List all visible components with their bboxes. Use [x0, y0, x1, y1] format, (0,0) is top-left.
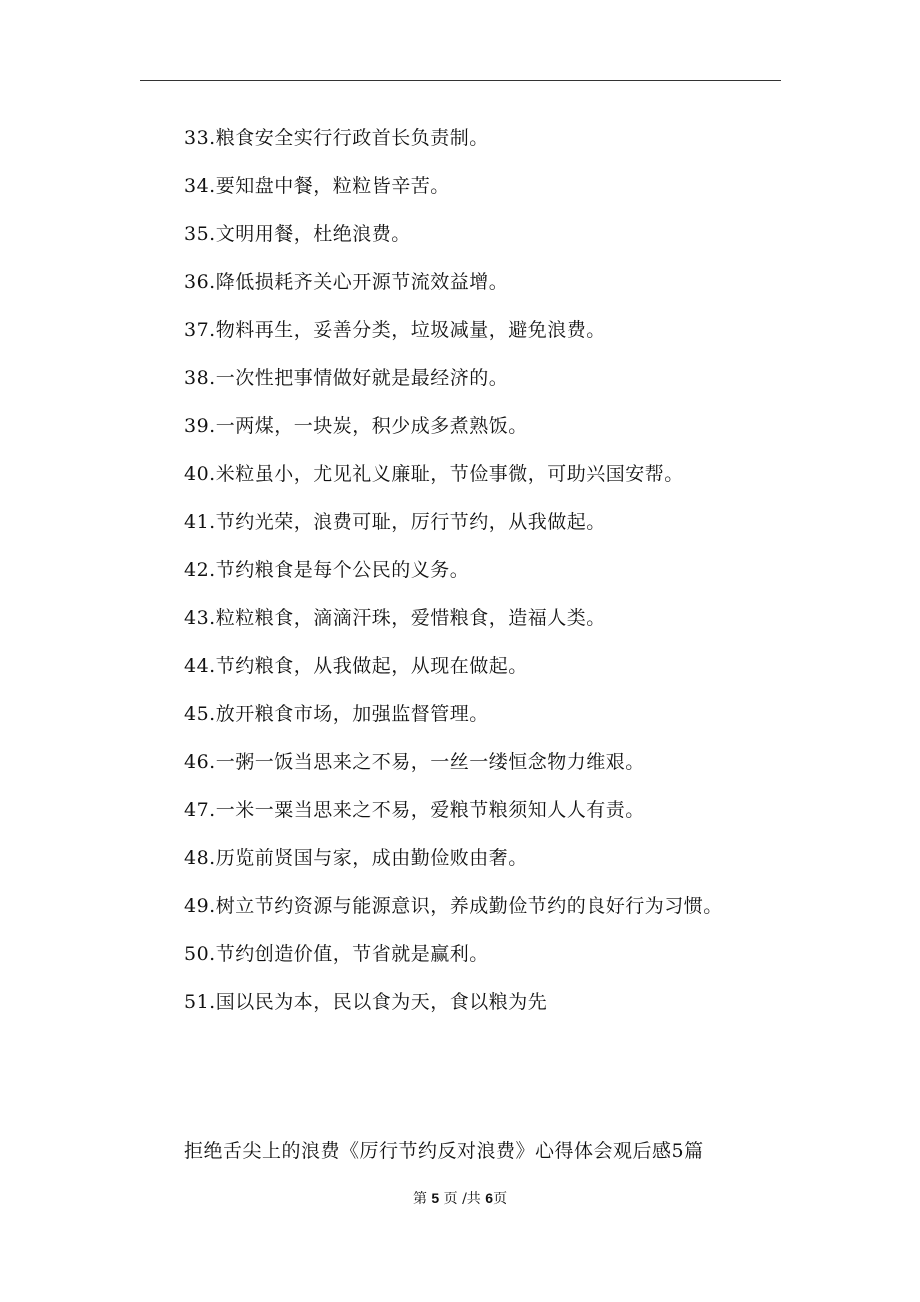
list-item: 46.一粥一饭当思来之不易，一丝一缕恒念物力维艰。	[184, 751, 645, 773]
header-rule	[140, 80, 781, 81]
list-item: 40.米粒虽小，尤见礼义廉耻，节俭事微，可助兴国安帮。	[184, 463, 684, 485]
footer-middle: 页 /共	[443, 1191, 481, 1207]
list-item: 43.粒粒粮食，滴滴汗珠，爱惜粮食，造福人类。	[184, 607, 606, 629]
list-item: 47.一米一粟当思来之不易，爱粮节粮须知人人有责。	[184, 799, 645, 821]
list-item: 35.文明用餐，杜绝浪费。	[184, 223, 411, 245]
next-section-title: 拒绝舌尖上的浪费《厉行节约反对浪费》心得体会观后感5篇	[184, 1140, 704, 1162]
list-item: 51.国以民为本，民以食为天，食以粮为先	[184, 991, 548, 1013]
list-item: 44.节约粮食，从我做起，从现在做起。	[184, 655, 528, 677]
list-item: 37.物料再生，妥善分类，垃圾减量，避免浪费。	[184, 319, 606, 341]
list-item: 39.一两煤，一块炭，积少成多煮熟饭。	[184, 415, 528, 437]
footer-suffix: 页	[493, 1191, 508, 1207]
list-item: 34.要知盘中餐，粒粒皆辛苦。	[184, 175, 450, 197]
list-item: 48.历览前贤国与家，成由勤俭败由奢。	[184, 847, 528, 869]
page-footer	[0, 1186, 920, 1211]
list-item: 41.节约光荣，浪费可耻，厉行节约，从我做起。	[184, 511, 606, 533]
list-item: 42.节约粮食是每个公民的义务。	[184, 559, 470, 581]
list-item: 38.一次性把事情做好就是最经济的。	[184, 367, 509, 389]
list-item: 36.降低损耗齐关心开源节流效益增。	[184, 271, 509, 293]
list-item: 33.粮食安全实行行政首长负责制。	[184, 127, 489, 149]
list-item: 45.放开粮食市场，加强监督管理。	[184, 703, 489, 725]
total-pages-number: 6	[485, 1190, 494, 1206]
list-item: 50.节约创造价值，节省就是赢利。	[184, 943, 489, 965]
footer-prefix: 第	[412, 1191, 427, 1207]
list-item: 49.树立节约资源与能源意识，养成勤俭节约的良好行为习惯。	[184, 895, 723, 917]
current-page-number: 5	[431, 1190, 440, 1206]
document-body	[184, 120, 804, 1032]
